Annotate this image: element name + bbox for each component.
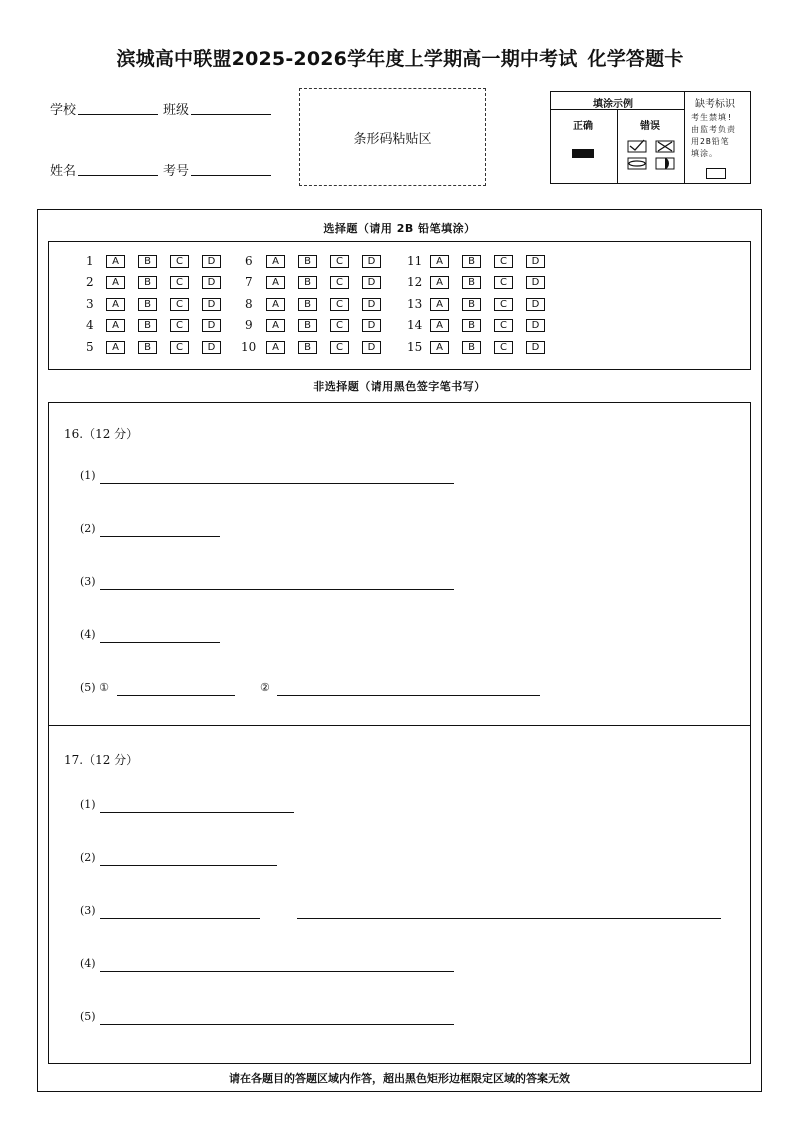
option-bubble-b[interactable]: B: [298, 341, 317, 354]
option-bubble-a[interactable]: A: [106, 298, 125, 311]
q17-part-label: (4): [80, 957, 96, 970]
q17-part-label: (1): [80, 798, 96, 811]
option-bubble-d[interactable]: D: [202, 276, 221, 289]
option-bubble-c[interactable]: C: [330, 276, 349, 289]
option-bubble-b[interactable]: B: [298, 298, 317, 311]
option-bubble-c[interactable]: C: [170, 276, 189, 289]
name-label: 姓名: [50, 164, 77, 179]
option-bubble-a[interactable]: A: [266, 298, 285, 311]
choice-section-title: 选择题（请用 2B 铅笔填涂）: [323, 222, 476, 235]
fill-example-label: 填涂示例: [593, 99, 633, 110]
option-bubble-c[interactable]: C: [494, 255, 513, 268]
q16-part-label: ②: [260, 681, 270, 694]
q16-answer-line[interactable]: [100, 483, 454, 484]
option-bubble-d[interactable]: D: [202, 341, 221, 354]
option-bubble-b[interactable]: B: [298, 276, 317, 289]
q16-answer-line[interactable]: [277, 695, 540, 696]
name-field[interactable]: [78, 175, 158, 176]
q17-answer-line[interactable]: [100, 1024, 454, 1025]
choice-question-number: 15: [407, 340, 423, 354]
option-bubble-d[interactable]: D: [526, 298, 545, 311]
exam-number-label: 考号: [163, 164, 190, 179]
exam-subtitle: 化学答题卡: [587, 48, 684, 70]
correct-fill-mark: [572, 149, 594, 158]
option-bubble-a[interactable]: A: [106, 276, 125, 289]
option-bubble-b[interactable]: B: [462, 276, 481, 289]
option-bubble-a[interactable]: A: [430, 341, 449, 354]
option-bubble-c[interactable]: C: [494, 276, 513, 289]
choice-question-number: 9: [245, 318, 253, 332]
option-bubble-d[interactable]: D: [362, 319, 381, 332]
q17-part-label: (5): [80, 1010, 96, 1023]
q17-box: [48, 725, 751, 1064]
exam-title: 滨城高中联盟2025-2026学年度上学期高一期中考试: [116, 48, 578, 70]
q16-part-label: (4): [80, 628, 96, 641]
option-bubble-a[interactable]: A: [106, 341, 125, 354]
choice-question-number: 2: [86, 275, 94, 289]
q17-answer-line[interactable]: [100, 812, 294, 813]
q16-heading: 16.（12 分）: [64, 427, 139, 441]
q16-answer-line[interactable]: [100, 589, 454, 590]
q17-answer-line[interactable]: [297, 918, 721, 919]
option-bubble-c[interactable]: C: [170, 341, 189, 354]
footer-notice: 请在各题目的答题区域内作答，超出黑色矩形边框限定区域的答案无效: [229, 1072, 570, 1085]
q17-part-label: (2): [80, 851, 96, 864]
choice-question-number: 1: [86, 254, 94, 268]
option-bubble-c[interactable]: C: [330, 298, 349, 311]
option-bubble-b[interactable]: B: [298, 319, 317, 332]
option-bubble-a[interactable]: A: [430, 276, 449, 289]
wrong-label: 错误: [640, 121, 660, 132]
q17-answer-line[interactable]: [100, 971, 454, 972]
option-bubble-a[interactable]: A: [266, 319, 285, 332]
option-bubble-b[interactable]: B: [138, 255, 157, 268]
option-bubble-d[interactable]: D: [362, 255, 381, 268]
option-bubble-b[interactable]: B: [462, 298, 481, 311]
wrong-fill-marks: [624, 138, 678, 172]
absent-checkbox[interactable]: [706, 168, 726, 179]
school-label: 学校: [50, 103, 77, 118]
q16-part-label: (3): [80, 575, 96, 588]
option-bubble-c[interactable]: C: [170, 298, 189, 311]
q17-answer-line[interactable]: [100, 865, 277, 866]
option-bubble-a[interactable]: A: [430, 255, 449, 268]
absent-note: 考生禁填! 由监考负责 用2B铅笔 填涂。: [691, 113, 736, 158]
correct-label: 正确: [573, 121, 593, 132]
option-bubble-a[interactable]: A: [430, 298, 449, 311]
option-bubble-d[interactable]: D: [202, 319, 221, 332]
q16-answer-line[interactable]: [100, 536, 220, 537]
choice-question-number: 6: [245, 254, 253, 268]
q17-answer-line[interactable]: [100, 918, 260, 919]
option-bubble-a[interactable]: A: [106, 319, 125, 332]
option-bubble-d[interactable]: D: [362, 298, 381, 311]
option-bubble-b[interactable]: B: [462, 255, 481, 268]
option-bubble-c[interactable]: C: [494, 319, 513, 332]
option-bubble-b[interactable]: B: [138, 319, 157, 332]
choice-question-number: 14: [407, 318, 423, 332]
option-bubble-b[interactable]: B: [138, 298, 157, 311]
option-bubble-d[interactable]: D: [362, 276, 381, 289]
choice-question-number: 4: [86, 318, 94, 332]
exam-number-field[interactable]: [191, 175, 271, 176]
option-bubble-a[interactable]: A: [106, 255, 125, 268]
absent-mark-label: 缺考标识: [695, 99, 735, 110]
option-bubble-c[interactable]: C: [330, 319, 349, 332]
q16-box: [48, 402, 751, 726]
q17-heading: 17.（12 分）: [64, 753, 139, 767]
option-bubble-b[interactable]: B: [298, 255, 317, 268]
option-bubble-c[interactable]: C: [170, 319, 189, 332]
option-bubble-c[interactable]: C: [330, 255, 349, 268]
option-bubble-b[interactable]: B: [462, 319, 481, 332]
q16-part-label: (2): [80, 522, 96, 535]
barcode-area: [299, 88, 486, 186]
option-bubble-d[interactable]: D: [362, 341, 381, 354]
barcode-label: 条形码粘贴区: [353, 131, 432, 147]
choice-question-number: 11: [407, 254, 423, 268]
option-bubble-d[interactable]: D: [526, 341, 545, 354]
q17-part-label: (3): [80, 904, 96, 917]
option-bubble-a[interactable]: A: [266, 341, 285, 354]
choice-question-number: 3: [86, 297, 94, 311]
q16-answer-line[interactable]: [100, 642, 220, 643]
option-bubble-d[interactable]: D: [526, 319, 545, 332]
choice-question-number: 12: [407, 275, 423, 289]
choice-question-number: 7: [245, 275, 253, 289]
class-label: 班级: [163, 103, 190, 118]
option-bubble-a[interactable]: A: [266, 276, 285, 289]
option-bubble-d[interactable]: D: [526, 276, 545, 289]
option-bubble-b[interactable]: B: [462, 341, 481, 354]
option-bubble-d[interactable]: D: [526, 255, 545, 268]
q16-part-label: (1): [80, 469, 96, 482]
school-field[interactable]: [78, 114, 158, 115]
option-bubble-c[interactable]: C: [170, 255, 189, 268]
option-bubble-d[interactable]: D: [202, 298, 221, 311]
page-title: [0, 44, 800, 71]
choice-question-number: 13: [407, 297, 423, 311]
q16-answer-line[interactable]: [117, 695, 235, 696]
option-bubble-c[interactable]: C: [494, 298, 513, 311]
choice-question-number: 5: [86, 340, 94, 354]
option-bubble-b[interactable]: B: [138, 276, 157, 289]
option-bubble-c[interactable]: C: [330, 341, 349, 354]
option-bubble-c[interactable]: C: [494, 341, 513, 354]
option-bubble-a[interactable]: A: [430, 319, 449, 332]
option-bubble-a[interactable]: A: [266, 255, 285, 268]
choice-question-number: 10: [241, 340, 257, 354]
option-bubble-d[interactable]: D: [202, 255, 221, 268]
option-bubble-b[interactable]: B: [138, 341, 157, 354]
nonchoice-section-title: 非选择题（请用黑色签字笔书写）: [313, 380, 486, 393]
class-field[interactable]: [191, 114, 271, 115]
choice-question-number: 8: [245, 297, 253, 311]
q16-part-label: (5) ①: [80, 681, 109, 694]
